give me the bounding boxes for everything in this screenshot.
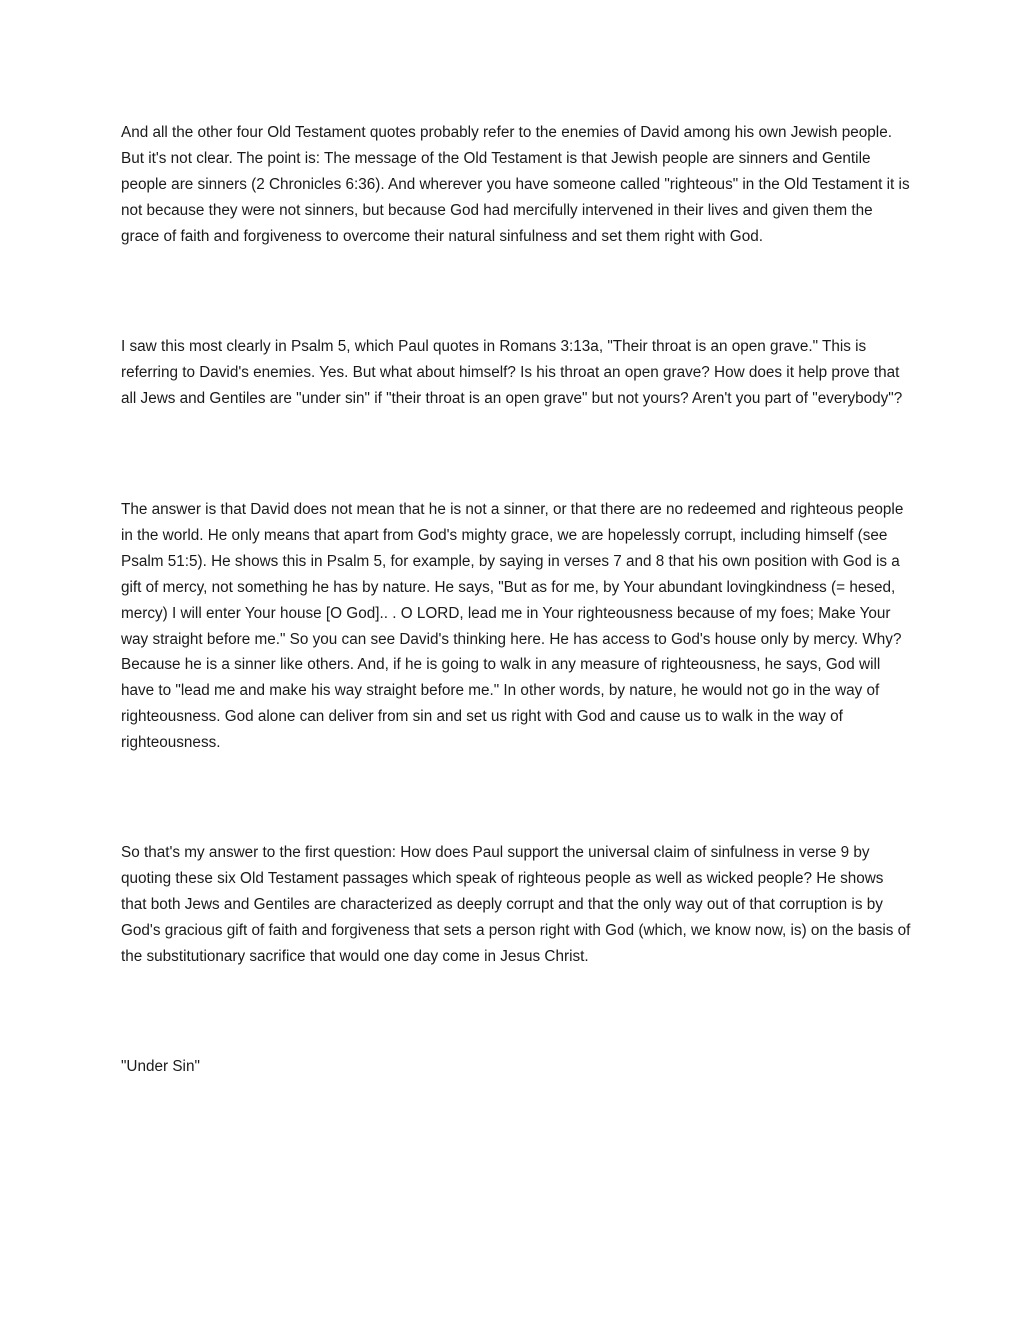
paragraph-4: So that's my answer to the first question: How does Paul support the universal claim of sinfulness in verse 9 by quoting these six Old Testament passages which speak of righteous people as well as wicked people? He shows that both Jews and Gentiles are characterized as deeply corrupt and that the only way out of that corruption is by God's gracious gift of faith and forgiveness that sets a person right with God (which, we know now, is) on the basis of the substitutionary sacrifice that would one day come in Jesus Christ. xyxy=(121,844,911,965)
paragraph-3: The answer is that David does not mean that he is not a sinner, or that there are no redeemed and righteous people in the world. He only means that apart from God's mighty grace, we are hopelessly corrupt, including himself (see Psalm 51:5). He shows this in Psalm 5, for example, by saying in verses 7 and 8 that his own position with God is a gift of mercy, not something he has by nature. He says, "But as for me, by Your abundant lovingkindness (= hesed, mercy) I will enter Your house [O God].. . O LORD, lead me in Your righteousness because of my foes; Make Your way straight before me." So you can see David's thinking here. He has access to God's house only by mercy. Why? Because he is a sinner like others. And, if he is going to walk in any measure of righteousness, he says, God will have to "lead me and make his way straight before me." In other words, by nature, he would not go in the way of righteousness. God alone can deliver from sin and set us right with God and cause us to walk in the way of righteousness. xyxy=(121,501,904,752)
section-heading: "Under Sin" xyxy=(121,1058,200,1075)
paragraph-2: I saw this most clearly in Psalm 5, which Paul quotes in Romans 3:13a, "Their throat is an open grave." This is referring to David's enemies. Yes. But what about himself? Is his throat an open grave? How does it help prove that all Jews and Gentiles are "under sin" if "their throat is an open grave" but not yours? Aren't you part of "everybody"? xyxy=(121,338,903,407)
paragraph-1: And all the other four Old Testament quotes probably refer to the enemies of David among his own Jewish people. But it's not clear. The point is: The message of the Old Testament is that Jewish people are sinners and Gentile people are sinners (2 Chronicles 6:36). And wherever you have someone called "righteous" in the Old Testament it is not because they were not sinners, but because God had mercifully intervened in their lives and given them the grace of faith and forgiveness to overcome their natural sinfulness and set them right with God. xyxy=(121,124,910,245)
